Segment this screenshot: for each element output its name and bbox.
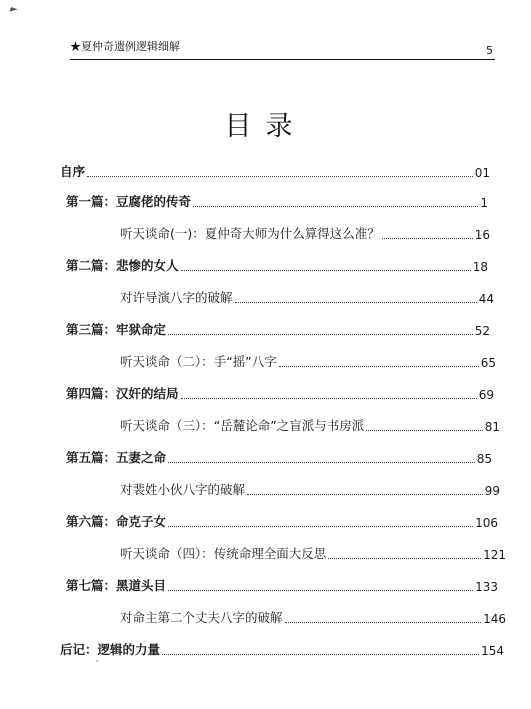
toc-entry-page: 16 [474,228,490,242]
toc-chapter-entry[interactable] [66,576,498,594]
header-title: ★夏仲奇遗例逻辑细解 [70,40,180,53]
toc-entry-label: 第二篇：悲惨的女人 [66,258,179,273]
toc-chapter-entry[interactable] [66,512,498,530]
toc-entry-page: 121 [483,548,506,562]
dot-leader [168,462,475,463]
dot-leader [382,238,473,239]
toc-entry-label: 后记：逻辑的力量 [60,642,161,657]
toc-title: 目录 [224,111,307,142]
toc-entry-page: 44 [478,292,494,306]
speck [96,660,98,662]
toc-entry-label: 第五篇：五妻之命 [66,450,167,465]
toc-chapter-entry[interactable] [60,162,490,180]
dot-leader [162,654,479,655]
dot-leader [247,494,483,495]
dot-leader [87,176,473,177]
toc-subentry[interactable] [120,544,506,562]
dot-leader [285,622,482,623]
toc-entry-page: 133 [475,580,498,594]
toc-entry-label: 第三篇：牢狱命定 [66,322,167,337]
toc-chapter-entry[interactable] [66,192,488,210]
dot-leader [279,366,479,367]
dot-leader [168,334,473,335]
toc-entry-page: 154 [481,644,504,658]
header-page-number: 5 [486,44,493,57]
toc-entry-page: 65 [480,356,496,370]
toc-subentry[interactable] [120,480,500,498]
dot-leader [366,430,483,431]
dot-leader [168,526,473,527]
toc-entry-page: 146 [483,612,506,626]
toc-entry-label: 第六篇：命克子女 [66,514,167,529]
toc-chapter-entry[interactable] [66,256,488,274]
toc-subentry[interactable] [120,288,494,306]
dot-leader [181,398,477,399]
toc-chapter-entry[interactable] [60,640,504,658]
running-header [70,38,495,60]
toc-entry-label: 听天谈命(一)：夏仲奇大师为什么算得这么准？ [120,226,380,241]
toc-entry-page: 1 [480,196,488,210]
toc-entry-page: 81 [484,420,500,434]
toc-entry-label: 听天谈命（三）：“岳麓论命”之盲派与书房派 [120,418,365,433]
toc-entry-page: 99 [484,484,500,498]
toc-entry-page: 52 [474,324,490,338]
toc-subentry[interactable] [120,352,496,370]
header-rule [70,59,495,60]
toc-entry-page: 69 [478,388,494,402]
toc-subentry[interactable] [120,224,490,242]
toc-entry-page: 85 [476,452,492,466]
toc-chapter-entry[interactable] [66,384,494,402]
corner-mark [9,7,17,14]
toc-entry-label: 听天谈命（二）：手“摇”八字 [120,354,277,369]
toc-entry-page: 106 [475,516,498,530]
toc-entry-label: 对命主第二个丈夫八字的破解 [120,610,283,625]
toc-subentry[interactable] [120,416,500,434]
dot-leader [235,302,477,303]
toc-entry-label: 第一篇：豆腐佬的传奇 [66,194,192,209]
toc-entry-label: 听天谈命（四）：传统命理全面大反思 [120,546,327,561]
toc-chapter-entry[interactable] [66,320,490,338]
toc-subentry[interactable] [120,608,506,626]
dot-leader [181,270,471,271]
dot-leader [328,558,481,559]
toc-entry-label: 自序 [60,164,86,179]
toc-entry-label: 第七篇：黑道头目 [66,578,167,593]
toc-entry-page: 18 [472,260,488,274]
dot-leader [168,590,473,591]
toc-entry-label: 第四篇：汉奸的结局 [66,386,179,401]
dot-leader [193,206,478,207]
toc-entry-page: 01 [474,166,490,180]
toc-entry-label: 对许导演八字的破解 [120,290,233,305]
toc-entry-label: 对裴姓小伙八字的破解 [120,482,246,497]
toc-chapter-entry[interactable] [66,448,492,466]
